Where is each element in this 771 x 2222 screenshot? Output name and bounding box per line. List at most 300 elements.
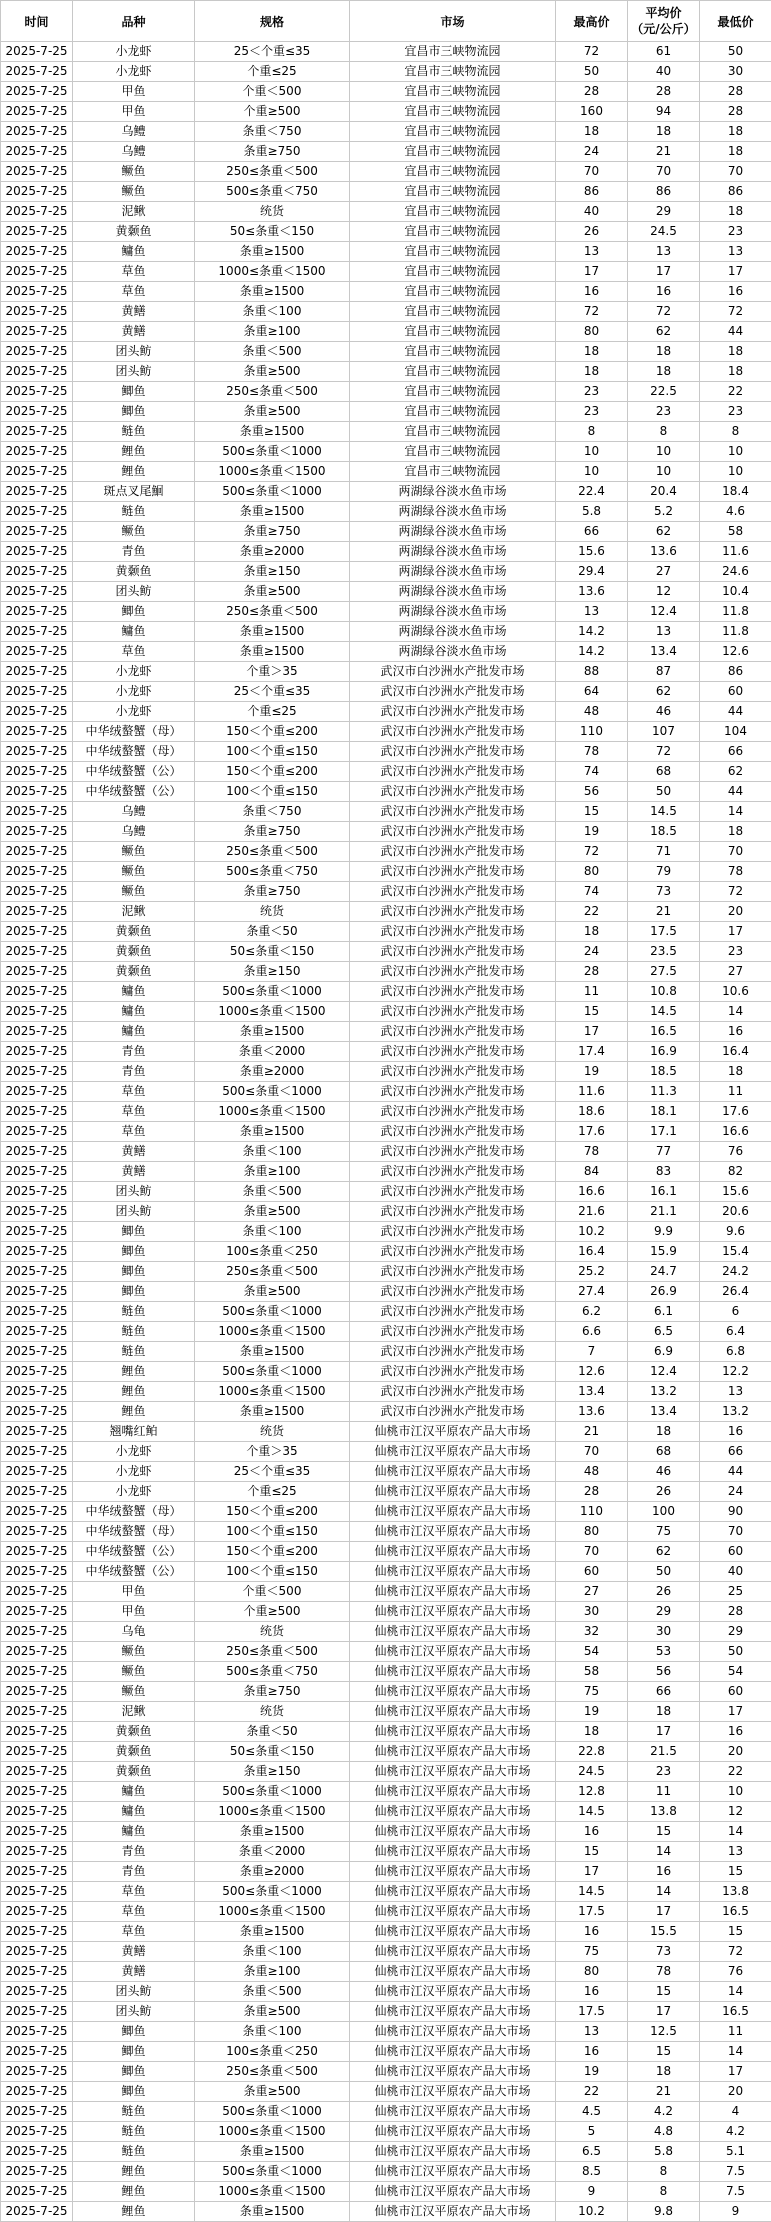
cell-date: 2025-7-25 [1,662,73,682]
cell-market: 宜昌市三峡物流园 [350,342,556,362]
cell-market: 武汉市白沙洲水产批发市场 [350,722,556,742]
cell-max-price: 17.6 [556,1122,628,1142]
cell-spec: 250≤条重＜500 [195,162,350,182]
cell-max-price: 74 [556,762,628,782]
cell-min-price: 18 [700,362,771,382]
table-row [1,1522,771,1542]
cell-spec: 250≤条重＜500 [195,1262,350,1282]
cell-date: 2025-7-25 [1,362,73,382]
cell-min-price: 44 [700,782,771,802]
cell-spec: 条重≥2000 [195,542,350,562]
cell-market: 仙桃市江汉平原农产品大市场 [350,1982,556,2002]
table-row [1,122,771,142]
cell-variety: 鲫鱼 [73,2062,195,2082]
cell-spec: 条重＜100 [195,1942,350,1962]
cell-variety: 黄颡鱼 [73,562,195,582]
table-row [1,1982,771,2002]
cell-variety: 小龙虾 [73,662,195,682]
cell-market: 仙桃市江汉平原农产品大市场 [350,1942,556,1962]
cell-min-price: 13 [700,1842,771,1862]
cell-max-price: 6.2 [556,1302,628,1322]
cell-max-price: 18.6 [556,1102,628,1122]
cell-avg-price: 61 [628,42,700,62]
cell-market: 仙桃市江汉平原农产品大市场 [350,2082,556,2102]
cell-avg-price: 56 [628,1662,700,1682]
cell-date: 2025-7-25 [1,82,73,102]
cell-spec: 25＜个重≤35 [195,42,350,62]
cell-avg-price: 83 [628,1162,700,1182]
cell-date: 2025-7-25 [1,1642,73,1662]
table-row [1,1182,771,1202]
cell-market: 仙桃市江汉平原农产品大市场 [350,2142,556,2162]
cell-min-price: 11 [700,1082,771,1102]
cell-variety: 鲫鱼 [73,402,195,422]
cell-spec: 100＜个重≤150 [195,1562,350,1582]
cell-avg-price: 78 [628,1962,700,1982]
cell-variety: 鲢鱼 [73,502,195,522]
cell-avg-price: 71 [628,842,700,862]
table-row [1,862,771,882]
cell-market: 仙桃市江汉平原农产品大市场 [350,1562,556,1582]
table-row [1,802,771,822]
cell-max-price: 22 [556,2082,628,2102]
cell-variety: 黄颡鱼 [73,222,195,242]
cell-max-price: 19 [556,1702,628,1722]
cell-variety: 草鱼 [73,1082,195,1102]
cell-market: 仙桃市江汉平原农产品大市场 [350,2022,556,2042]
cell-min-price: 44 [700,702,771,722]
cell-spec: 150＜个重≤200 [195,722,350,742]
cell-date: 2025-7-25 [1,1002,73,1022]
cell-avg-price: 17 [628,262,700,282]
cell-avg-price: 24.5 [628,222,700,242]
cell-date: 2025-7-25 [1,1582,73,1602]
cell-min-price: 14 [700,1982,771,2002]
cell-date: 2025-7-25 [1,1282,73,1302]
cell-spec: 1000≤条重＜1500 [195,1802,350,1822]
cell-min-price: 50 [700,1642,771,1662]
table-row [1,502,771,522]
cell-date: 2025-7-25 [1,1682,73,1702]
header-spec: 规格 [195,1,350,42]
cell-date: 2025-7-25 [1,1342,73,1362]
cell-variety: 甲鱼 [73,82,195,102]
cell-date: 2025-7-25 [1,1362,73,1382]
cell-variety: 鲫鱼 [73,602,195,622]
cell-min-price: 11.8 [700,602,771,622]
cell-market: 仙桃市江汉平原农产品大市场 [350,1882,556,1902]
table-row [1,1782,771,1802]
cell-market: 武汉市白沙洲水产批发市场 [350,1002,556,1022]
table-row [1,442,771,462]
table-row [1,2002,771,2022]
cell-avg-price: 4.8 [628,2122,700,2142]
cell-avg-price: 75 [628,1522,700,1542]
cell-spec: 个重＜500 [195,82,350,102]
cell-avg-price: 6.1 [628,1302,700,1322]
cell-variety: 鳜鱼 [73,1682,195,1702]
cell-market: 仙桃市江汉平原农产品大市场 [350,1502,556,1522]
cell-date: 2025-7-25 [1,1262,73,1282]
cell-max-price: 72 [556,302,628,322]
cell-avg-price: 21.1 [628,1202,700,1222]
cell-max-price: 11.6 [556,1082,628,1102]
cell-date: 2025-7-25 [1,282,73,302]
cell-variety: 乌鳢 [73,822,195,842]
cell-avg-price: 9.8 [628,2202,700,2222]
cell-spec: 条重≥1500 [195,1822,350,1842]
cell-spec: 统货 [195,902,350,922]
cell-spec: 个重＜500 [195,1582,350,1602]
table-row [1,1922,771,1942]
cell-market: 武汉市白沙洲水产批发市场 [350,1362,556,1382]
cell-min-price: 17.6 [700,1102,771,1122]
cell-min-price: 70 [700,842,771,862]
table-row [1,1022,771,1042]
cell-max-price: 75 [556,1682,628,1702]
table-row [1,1602,771,1622]
cell-avg-price: 10 [628,442,700,462]
cell-max-price: 8.5 [556,2162,628,2182]
cell-spec: 条重＜500 [195,342,350,362]
cell-date: 2025-7-25 [1,822,73,842]
header-avg-price-label: 平均价 [628,5,699,21]
cell-market: 武汉市白沙洲水产批发市场 [350,862,556,882]
table-row [1,1562,771,1582]
cell-spec: 统货 [195,1702,350,1722]
table-row [1,2102,771,2122]
cell-market: 宜昌市三峡物流园 [350,362,556,382]
cell-max-price: 32 [556,1622,628,1642]
cell-max-price: 160 [556,102,628,122]
cell-market: 武汉市白沙洲水产批发市场 [350,1142,556,1162]
cell-min-price: 12.6 [700,642,771,662]
table-row [1,902,771,922]
cell-max-price: 16 [556,1982,628,2002]
cell-variety: 团头鲂 [73,582,195,602]
cell-spec: 1000≤条重＜1500 [195,2182,350,2202]
cell-variety: 鳜鱼 [73,882,195,902]
cell-min-price: 9.6 [700,1222,771,1242]
cell-min-price: 82 [700,1162,771,1182]
cell-market: 仙桃市江汉平原农产品大市场 [350,1602,556,1622]
table-row [1,1462,771,1482]
cell-spec: 条重≥500 [195,2002,350,2022]
cell-variety: 草鱼 [73,282,195,302]
cell-variety: 中华绒螯蟹（公） [73,1542,195,1562]
cell-avg-price: 22.5 [628,382,700,402]
cell-date: 2025-7-25 [1,1062,73,1082]
cell-min-price: 8 [700,422,771,442]
cell-variety: 鳜鱼 [73,862,195,882]
cell-market: 宜昌市三峡物流园 [350,182,556,202]
cell-market: 宜昌市三峡物流园 [350,162,556,182]
cell-variety: 青鱼 [73,1862,195,1882]
cell-variety: 鳙鱼 [73,982,195,1002]
cell-date: 2025-7-25 [1,1542,73,1562]
cell-min-price: 10.6 [700,982,771,1002]
cell-max-price: 19 [556,822,628,842]
cell-market: 宜昌市三峡物流园 [350,62,556,82]
cell-min-price: 70 [700,162,771,182]
cell-spec: 条重＜2000 [195,1042,350,1062]
cell-min-price: 6.4 [700,1322,771,1342]
cell-market: 武汉市白沙洲水产批发市场 [350,1262,556,1282]
cell-min-price: 27 [700,962,771,982]
cell-market: 武汉市白沙洲水产批发市场 [350,1182,556,1202]
cell-spec: 条重≥150 [195,962,350,982]
cell-market: 仙桃市江汉平原农产品大市场 [350,2182,556,2202]
cell-variety: 黄颡鱼 [73,1762,195,1782]
cell-market: 两湖绿谷淡水鱼市场 [350,502,556,522]
cell-variety: 鲢鱼 [73,2102,195,2122]
cell-spec: 100≤条重＜250 [195,1242,350,1262]
cell-date: 2025-7-25 [1,1102,73,1122]
cell-variety: 斑点叉尾鮰 [73,482,195,502]
cell-market: 武汉市白沙洲水产批发市场 [350,882,556,902]
cell-date: 2025-7-25 [1,1862,73,1882]
cell-variety: 中华绒螯蟹（公） [73,1562,195,1582]
cell-max-price: 10 [556,442,628,462]
cell-spec: 500≤条重＜1000 [195,1082,350,1102]
table-body [1,42,771,2222]
table-row [1,1202,771,1222]
table-row [1,542,771,562]
cell-max-price: 24 [556,142,628,162]
cell-date: 2025-7-25 [1,402,73,422]
cell-date: 2025-7-25 [1,862,73,882]
cell-avg-price: 12 [628,582,700,602]
table-row [1,522,771,542]
cell-date: 2025-7-25 [1,2062,73,2082]
cell-date: 2025-7-25 [1,1962,73,1982]
cell-date: 2025-7-25 [1,182,73,202]
cell-market: 武汉市白沙洲水产批发市场 [350,682,556,702]
cell-date: 2025-7-25 [1,522,73,542]
cell-min-price: 15.6 [700,1182,771,1202]
cell-avg-price: 40 [628,62,700,82]
cell-date: 2025-7-25 [1,1082,73,1102]
cell-avg-price: 17.1 [628,1122,700,1142]
table-row [1,1402,771,1422]
cell-avg-price: 28 [628,82,700,102]
cell-avg-price: 18.5 [628,822,700,842]
table-row [1,642,771,662]
cell-spec: 1000≤条重＜1500 [195,2122,350,2142]
cell-market: 宜昌市三峡物流园 [350,322,556,342]
table-row [1,222,771,242]
cell-variety: 小龙虾 [73,1442,195,1462]
cell-avg-price: 46 [628,702,700,722]
cell-avg-price: 10.8 [628,982,700,1002]
cell-date: 2025-7-25 [1,1122,73,1142]
cell-variety: 鲫鱼 [73,2082,195,2102]
cell-spec: 50≤条重＜150 [195,942,350,962]
cell-date: 2025-7-25 [1,1502,73,1522]
cell-variety: 团头鲂 [73,1182,195,1202]
cell-date: 2025-7-25 [1,1622,73,1642]
cell-min-price: 11.8 [700,622,771,642]
cell-max-price: 16 [556,282,628,302]
cell-avg-price: 6.9 [628,1342,700,1362]
cell-spec: 1000≤条重＜1500 [195,1902,350,1922]
cell-avg-price: 16.1 [628,1182,700,1202]
cell-min-price: 28 [700,102,771,122]
cell-min-price: 23 [700,402,771,422]
cell-avg-price: 21 [628,2082,700,2102]
table-row [1,1722,771,1742]
cell-max-price: 17.5 [556,2002,628,2022]
cell-variety: 黄鳝 [73,1142,195,1162]
cell-spec: 条重≥500 [195,362,350,382]
cell-date: 2025-7-25 [1,742,73,762]
cell-spec: 条重＜2000 [195,1842,350,1862]
cell-variety: 鲤鱼 [73,1362,195,1382]
cell-variety: 草鱼 [73,1122,195,1142]
cell-avg-price: 21 [628,902,700,922]
cell-variety: 鳜鱼 [73,182,195,202]
cell-variety: 鳙鱼 [73,1802,195,1822]
cell-market: 仙桃市江汉平原农产品大市场 [350,2042,556,2062]
cell-variety: 鲤鱼 [73,2162,195,2182]
cell-avg-price: 100 [628,1502,700,1522]
cell-date: 2025-7-25 [1,1242,73,1262]
cell-max-price: 70 [556,162,628,182]
cell-spec: 150＜个重≤200 [195,1502,350,1522]
cell-market: 仙桃市江汉平原农产品大市场 [350,1482,556,1502]
cell-date: 2025-7-25 [1,882,73,902]
cell-variety: 鳙鱼 [73,1782,195,1802]
cell-avg-price: 15 [628,1982,700,2002]
cell-avg-price: 13.4 [628,642,700,662]
cell-variety: 黄鳝 [73,1162,195,1182]
table-row [1,1102,771,1122]
cell-min-price: 16 [700,1022,771,1042]
table-row [1,1282,771,1302]
table-row [1,1162,771,1182]
table-row [1,242,771,262]
cell-market: 仙桃市江汉平原农产品大市场 [350,1682,556,1702]
cell-date: 2025-7-25 [1,482,73,502]
cell-spec: 条重≥750 [195,142,350,162]
cell-min-price: 5.1 [700,2142,771,2162]
cell-min-price: 10 [700,1782,771,1802]
cell-date: 2025-7-25 [1,222,73,242]
cell-max-price: 27.4 [556,1282,628,1302]
cell-spec: 150＜个重≤200 [195,762,350,782]
cell-variety: 团头鲂 [73,2002,195,2022]
cell-avg-price: 23.5 [628,942,700,962]
cell-market: 武汉市白沙洲水产批发市场 [350,942,556,962]
cell-avg-price: 62 [628,522,700,542]
cell-market: 武汉市白沙洲水产批发市场 [350,1322,556,1342]
cell-min-price: 13 [700,242,771,262]
cell-avg-price: 24.7 [628,1262,700,1282]
cell-max-price: 15 [556,802,628,822]
cell-avg-price: 12.4 [628,602,700,622]
cell-date: 2025-7-25 [1,262,73,282]
cell-min-price: 54 [700,1662,771,1682]
cell-avg-price: 27.5 [628,962,700,982]
cell-min-price: 24.2 [700,1262,771,1282]
cell-max-price: 40 [556,202,628,222]
cell-variety: 鲫鱼 [73,1282,195,1302]
cell-avg-price: 26 [628,1482,700,1502]
table-row [1,142,771,162]
cell-market: 仙桃市江汉平原农产品大市场 [350,1622,556,1642]
cell-spec: 条重≥1500 [195,1342,350,1362]
cell-min-price: 14 [700,2042,771,2062]
cell-market: 仙桃市江汉平原农产品大市场 [350,2122,556,2142]
cell-date: 2025-7-25 [1,1022,73,1042]
table-row [1,2042,771,2062]
cell-max-price: 66 [556,522,628,542]
cell-market: 宜昌市三峡物流园 [350,202,556,222]
cell-market: 仙桃市江汉平原农产品大市场 [350,2062,556,2082]
table-row [1,462,771,482]
cell-date: 2025-7-25 [1,1922,73,1942]
cell-avg-price: 18 [628,1422,700,1442]
cell-variety: 鳜鱼 [73,162,195,182]
cell-market: 两湖绿谷淡水鱼市场 [350,622,556,642]
cell-max-price: 18 [556,1722,628,1742]
table-row [1,1582,771,1602]
cell-date: 2025-7-25 [1,1402,73,1422]
cell-spec: 1000≤条重＜1500 [195,1102,350,1122]
cell-variety: 青鱼 [73,1062,195,1082]
table-row [1,1742,771,1762]
table-row [1,1222,771,1242]
cell-max-price: 80 [556,1522,628,1542]
cell-avg-price: 21.5 [628,1742,700,1762]
cell-avg-price: 50 [628,782,700,802]
cell-min-price: 18 [700,142,771,162]
cell-market: 武汉市白沙洲水产批发市场 [350,1022,556,1042]
cell-max-price: 13.4 [556,1382,628,1402]
cell-avg-price: 18 [628,122,700,142]
table-row [1,1342,771,1362]
table-row [1,322,771,342]
cell-avg-price: 4.2 [628,2102,700,2122]
cell-spec: 500≤条重＜750 [195,182,350,202]
cell-spec: 250≤条重＜500 [195,842,350,862]
cell-min-price: 12 [700,1802,771,1822]
cell-max-price: 15 [556,1002,628,1022]
cell-min-price: 28 [700,82,771,102]
cell-market: 武汉市白沙洲水产批发市场 [350,1242,556,1262]
cell-avg-price: 5.2 [628,502,700,522]
cell-market: 宜昌市三峡物流园 [350,122,556,142]
cell-avg-price: 8 [628,2182,700,2202]
cell-spec: 条重≥2000 [195,1862,350,1882]
cell-market: 仙桃市江汉平原农产品大市场 [350,1802,556,1822]
cell-min-price: 60 [700,1682,771,1702]
cell-variety: 鲢鱼 [73,2142,195,2162]
cell-min-price: 18 [700,1062,771,1082]
cell-min-price: 22 [700,1762,771,1782]
table-row [1,382,771,402]
cell-max-price: 88 [556,662,628,682]
cell-spec: 500≤条重＜1000 [195,442,350,462]
table-row [1,342,771,362]
cell-variety: 鲫鱼 [73,382,195,402]
cell-spec: 100＜个重≤150 [195,742,350,762]
cell-min-price: 60 [700,1542,771,1562]
cell-date: 2025-7-25 [1,1802,73,1822]
cell-max-price: 9 [556,2182,628,2202]
cell-date: 2025-7-25 [1,1462,73,1482]
cell-market: 宜昌市三峡物流园 [350,222,556,242]
